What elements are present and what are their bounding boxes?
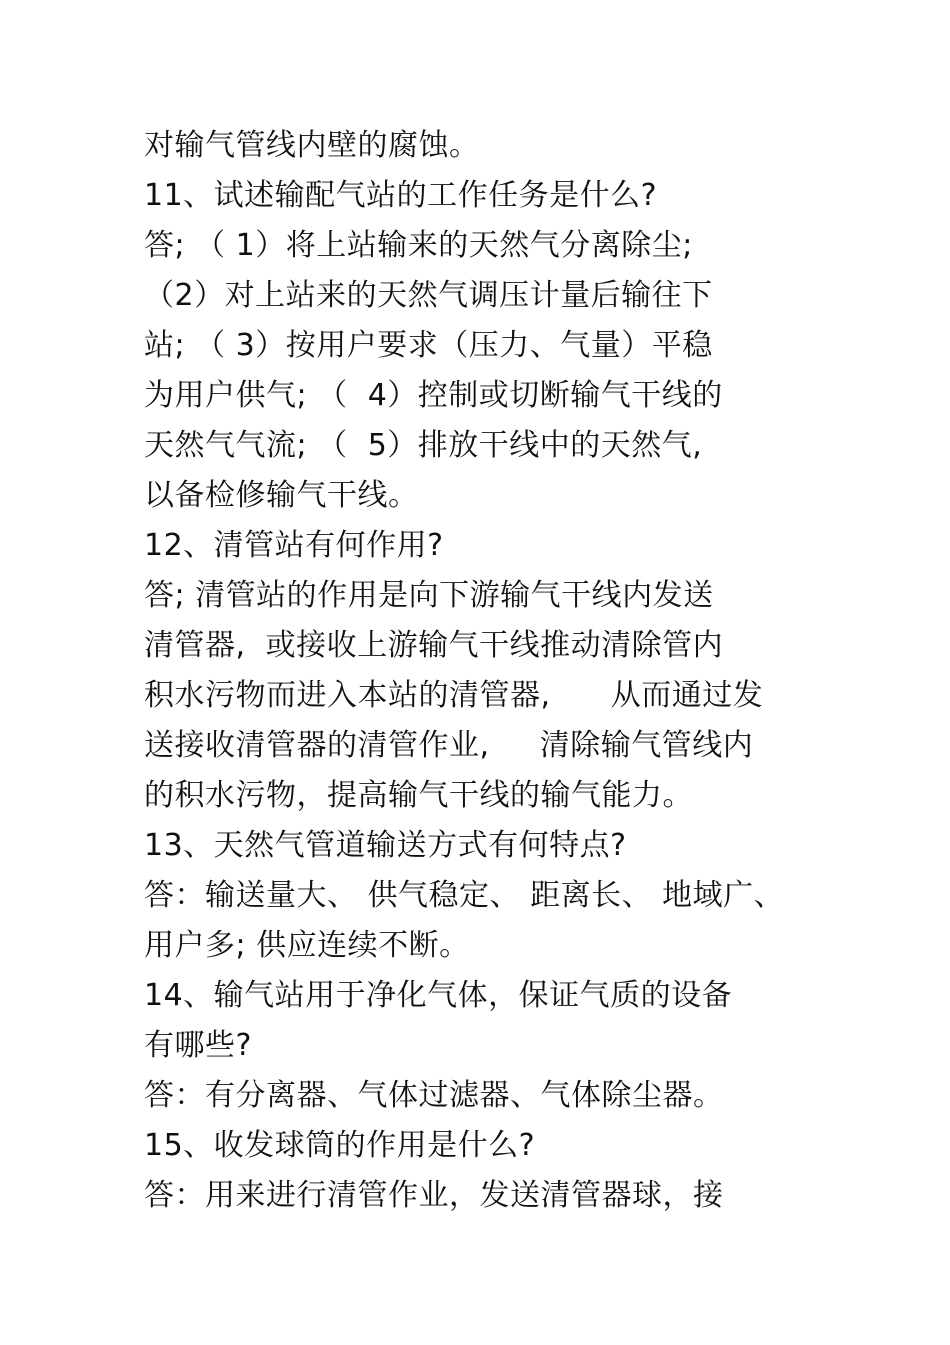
answer-11-line-4: 为用户供气; （ 4）控制或切断输气干线的 xyxy=(144,378,723,413)
question-12: 12、清管站有何作用? xyxy=(144,528,444,563)
question-14-line-2: 有哪些? xyxy=(144,1028,252,1063)
answer-11-line-3: 站; （ 3）按用户要求（压力、气量）平稳 xyxy=(144,328,713,363)
answer-15-line-1: 答：用来进行清管作业，发送清管器球，接 xyxy=(144,1178,724,1213)
answer-12-line-1: 答; 清管站的作用是向下游输气干线内发送 xyxy=(144,578,714,613)
answer-13-line-1: 答：输送量大、 供气稳定、 距离长、 地域广、 xyxy=(144,878,785,913)
text-line: 对输气管线内壁的腐蚀。 xyxy=(144,128,480,163)
answer-14: 答：有分离器、气体过滤器、气体除尘器。 xyxy=(144,1078,724,1113)
question-11: 11、试述输配气站的工作任务是什么? xyxy=(144,178,658,213)
answer-11-line-2: （2）对上站来的天然气调压计量后输往下 xyxy=(144,278,713,313)
answer-11-line-5: 天然气气流; （ 5）排放干线中的天然气, xyxy=(144,428,703,463)
question-13: 13、天然气管道输送方式有何特点? xyxy=(144,828,627,863)
answer-13-line-2: 用户多; 供应连续不断。 xyxy=(144,928,470,963)
question-15: 15、收发球筒的作用是什么? xyxy=(144,1128,536,1163)
answer-11-line-6: 以备检修输气干线。 xyxy=(144,478,419,513)
answer-12-line-3: 积水污物而进入本站的清管器, 从而通过发 xyxy=(144,678,764,713)
answer-12-line-2: 清管器, 或接收上游输气干线推动清除管内 xyxy=(144,628,724,663)
answer-12-line-5: 的积水污物，提高输气干线的输气能力。 xyxy=(144,778,693,813)
answer-12-line-4: 送接收清管器的清管作业, 清除输气管线内 xyxy=(144,728,754,763)
question-14-line-1: 14、输气站用于净化气体，保证气质的设备 xyxy=(144,978,733,1013)
answer-11-line-1: 答; （ 1）将上站输来的天然气分离除尘; xyxy=(144,228,693,263)
